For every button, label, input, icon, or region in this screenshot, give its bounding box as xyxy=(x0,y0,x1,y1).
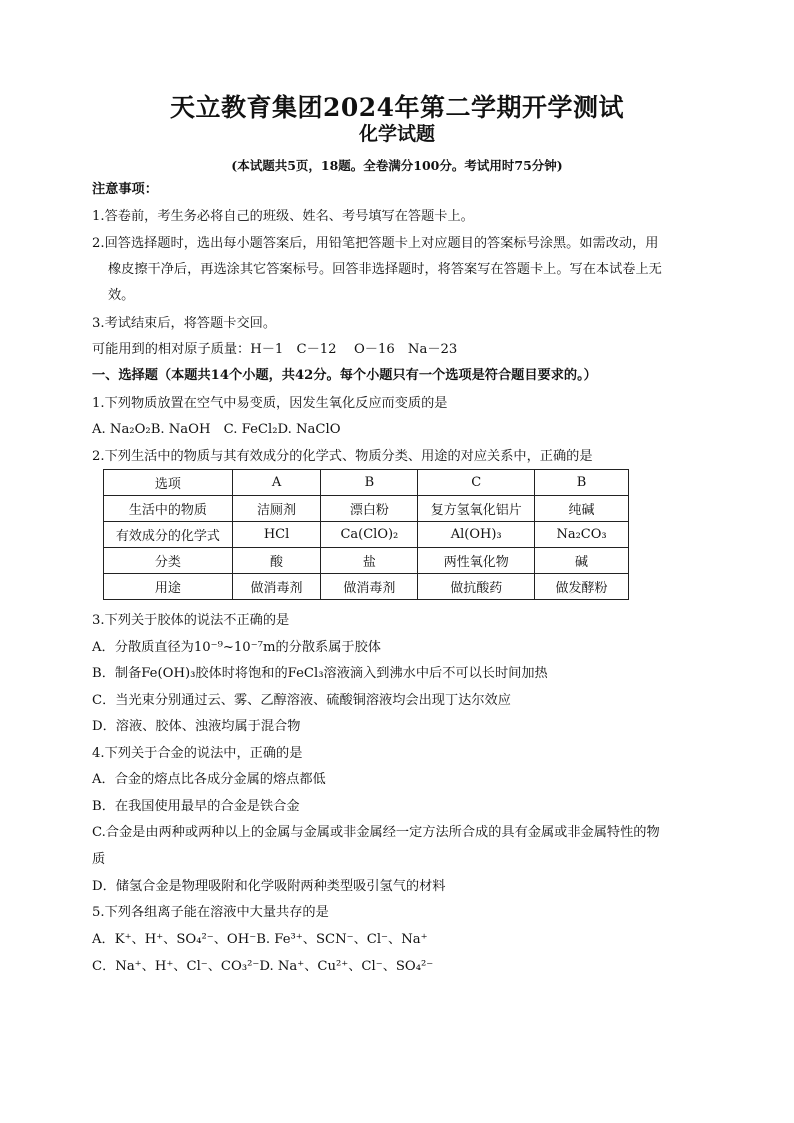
table-cell: 酸 xyxy=(232,548,321,574)
question-1-options: A. Na₂O₂B. NaOH C. FeCl₂D. NaClO xyxy=(92,422,341,437)
table-row-header: 有效成分的化学式 xyxy=(104,522,233,548)
table-row-header: 用途 xyxy=(104,574,233,600)
table-cell: 做抗酸药 xyxy=(418,574,535,600)
table-row-header: 生活中的物质 xyxy=(104,496,233,522)
table-cell: 做消毒剂 xyxy=(321,574,418,600)
table-cell: Na₂CO₃ xyxy=(535,522,629,548)
table-cell: A xyxy=(232,470,321,496)
question-4-option-c: C.合金是由两种或两种以上的金属与金属或非金属经一定方法所合成的具有金属或非金属特性的物 xyxy=(92,825,660,840)
table-cell: C xyxy=(418,470,535,496)
table-cell: 做发酵粉 xyxy=(535,574,629,600)
question-4-option-a: A．合金的熔点比各成分金属的熔点都低 xyxy=(92,772,326,787)
notice-item: 1.答卷前，考生务必将自己的班级、姓名、考号填写在答题卡上。 xyxy=(92,209,474,224)
question-5-stem: 5.下列各组离子能在溶液中大量共存的是 xyxy=(92,905,329,920)
exam-meta: (本试题共5页，18题。全卷满分100分。考试用时75分钟) xyxy=(231,158,563,173)
table-row xyxy=(104,574,629,600)
exam-subtitle: 化学试题 xyxy=(358,123,435,145)
table-cell: HCl xyxy=(232,522,321,548)
exam-title: 天立教育集团2024年第二学期开学测试 xyxy=(169,93,625,122)
table-cell: 漂白粉 xyxy=(321,496,418,522)
notice-item: 3.考试结束后，将答题卡交回。 xyxy=(92,316,277,331)
question-3-option-a: A．分散质直径为10⁻⁹~10⁻⁷m的分散系属于胶体 xyxy=(92,640,381,655)
table-cell: 洁厕剂 xyxy=(232,496,321,522)
section-heading: 一、选择题（本题共14个小题，共42分。每个小题只有一个选项是符合题目要求的。） xyxy=(92,368,597,383)
table-cell: Al(OH)₃ xyxy=(418,522,535,548)
question-2-table xyxy=(103,469,629,600)
table-row xyxy=(104,470,629,496)
question-5-options-cd: C．Na⁺、H⁺、Cl⁻、CO₃²⁻D. Na⁺、Cu²⁺、Cl⁻、SO₄²⁻ xyxy=(92,959,434,974)
table-cell: 复方氢氧化铝片 xyxy=(418,496,535,522)
notice-item-continued: 橡皮擦干净后，再选涂其它答案标号。回答非选择题时，将答案写在答题卡上。写在本试卷上无 xyxy=(108,262,662,277)
table-cell: B xyxy=(535,470,629,496)
question-4-option-b: B．在我国使用最早的合金是铁合金 xyxy=(92,799,300,814)
table-row-header: 选项 xyxy=(104,470,233,496)
notice-item-continued: 效。 xyxy=(108,288,135,303)
question-4-option-d: D．储氢合金是物理吸附和化学吸附两种类型吸引氢气的材料 xyxy=(92,879,446,894)
table-cell: 做消毒剂 xyxy=(232,574,321,600)
question-5-options-ab: A．K⁺、H⁺、SO₄²⁻、OH⁻B. Fe³⁺、SCN⁻、Cl⁻、Na⁺ xyxy=(92,932,428,947)
table-row-header: 分类 xyxy=(104,548,233,574)
table-cell: Ca(ClO)₂ xyxy=(321,522,418,548)
notice-heading: 注意事项： xyxy=(92,182,158,197)
table-cell: 碱 xyxy=(535,548,629,574)
atomic-masses: 可能用到的相对原子质量：H－1 C－12 O－16 Na－23 xyxy=(92,342,458,357)
table-cell: B xyxy=(321,470,418,496)
table-cell: 盐 xyxy=(321,548,418,574)
table-cell: 两性氧化物 xyxy=(418,548,535,574)
table-row xyxy=(104,548,629,574)
question-3-option-d: D．溶液、胶体、浊液均属于混合物 xyxy=(92,719,301,734)
question-3-option-c: C．当光束分别通过云、雾、乙醇溶液、硫酸铜溶液均会出现丁达尔效应 xyxy=(92,693,511,708)
question-3-stem: 3.下列关于胶体的说法不正确的是 xyxy=(92,613,290,628)
question-3-option-b: B．制备Fe(OH)₃胶体时将饱和的FeCl₃溶液滴入到沸水中后不可以长时间加热 xyxy=(92,666,548,681)
question-4-stem: 4.下列关于合金的说法中，正确的是 xyxy=(92,746,303,761)
table-row xyxy=(104,522,629,548)
question-2-stem: 2.下列生活中的物质与其有效成分的化学式、物质分类、用途的对应关系中，正确的是 xyxy=(92,449,593,464)
notice-item: 2.回答选择题时，选出每小题答案后，用铅笔把答题卡上对应题目的答案标号涂黑。如需改动，用 xyxy=(92,236,659,251)
table-row xyxy=(104,496,629,522)
question-4-option-c-continued: 质 xyxy=(92,852,106,867)
table-cell: 纯碱 xyxy=(535,496,629,522)
question-1-stem: 1.下列物质放置在空气中易变质，因发生氧化反应而变质的是 xyxy=(92,396,448,411)
